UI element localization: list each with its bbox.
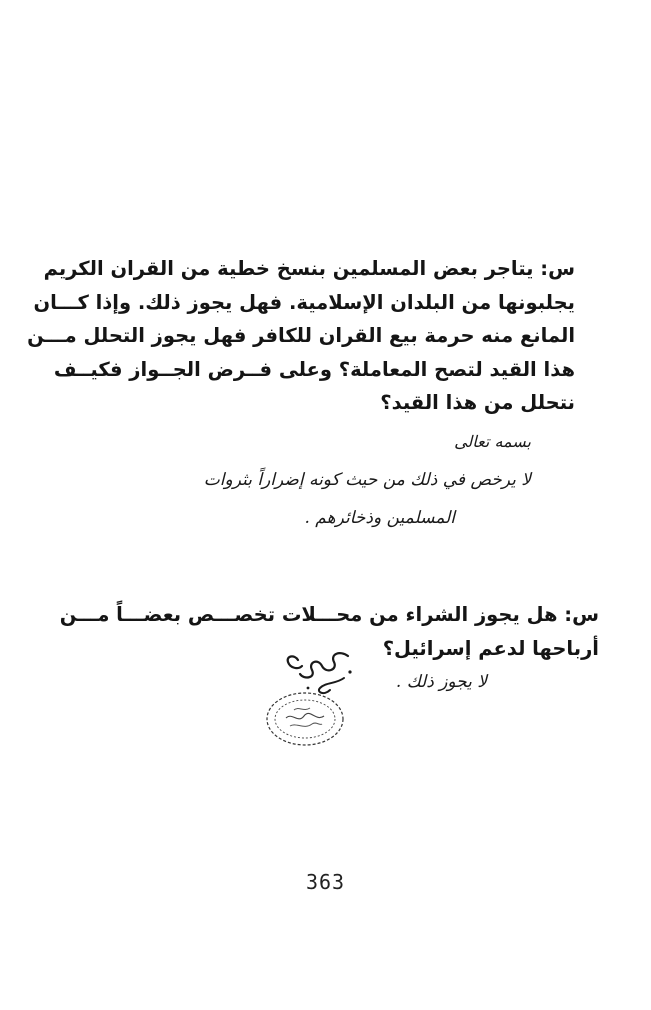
answer-1-basmala: بسمه تعالى: [454, 432, 531, 451]
answer-2-line-1: لا يجوز ذلك .: [395, 672, 487, 692]
question-1: [27, 252, 575, 420]
question-1-line: يجلبونها من البلدان الإسلامية. فهل يجوز ذلك. وإذا كـــان: [33, 290, 575, 314]
question-1-line: س: يتاجر بعض المسلمين بنسخ خطية من القران الكريم: [43, 257, 575, 280]
question-1-line: نتحلل من هذا القيد؟: [380, 391, 575, 414]
question-2-line: س: هل يجوز الشراء من محـــلات تخصـــص بعضـــاً مـــن: [59, 603, 599, 626]
answer-1-line-1: لا يرخص في ذلك من حيث كونه إضراراً بثروات: [203, 470, 531, 490]
answer-1-line-2: المسلمين وذخائرهم .: [304, 508, 455, 528]
seal-stamp: [264, 690, 346, 748]
question-1-line: المانع منه حرمة بيع القران للكافر فهل يجوز التحلل مـــن: [27, 324, 575, 347]
page-number: 363: [305, 870, 346, 894]
question-1-line: هذا القيد لتصح المعاملة؟ وعلى فــرض الجــواز فكيــف: [53, 357, 575, 381]
question-2-line: أرباحها لدعم إسرائيل؟: [382, 636, 599, 660]
